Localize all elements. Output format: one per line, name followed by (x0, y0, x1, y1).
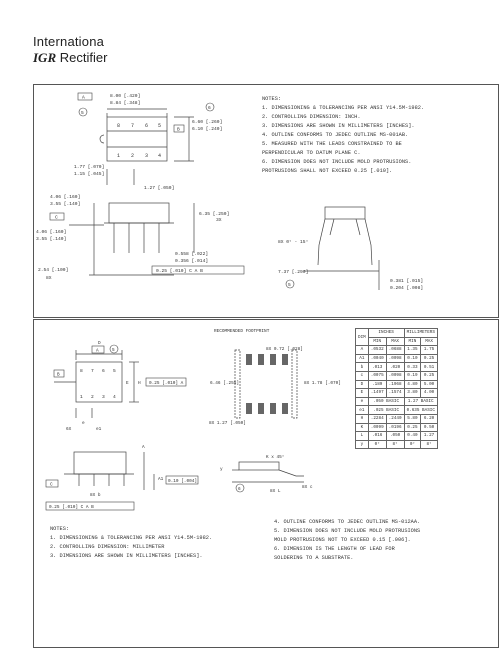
pin-label: 3 (102, 395, 105, 400)
so8-drawing-panel (33, 319, 499, 648)
dim-label: 2.54 [.100] (38, 268, 69, 273)
table-cell: e1 (356, 406, 369, 415)
dim-label: 1.15 [.045] (74, 172, 105, 177)
pin-label: 4 (158, 153, 162, 159)
dim-label: 3.55 [.140] (50, 202, 81, 207)
notes-title: NOTES: (50, 526, 70, 532)
table-row (356, 414, 438, 423)
datum-b: B (177, 127, 180, 133)
dim-label: 7.37 [.290] (278, 270, 309, 275)
table-cell: 8° (421, 440, 438, 449)
table-cell: 8° (386, 440, 404, 449)
table-cell: .1968 (386, 380, 404, 389)
table-cell: 0.25 (421, 354, 438, 363)
table-cell: .050 BASIC (368, 397, 404, 406)
table-cell: .0532 (368, 346, 386, 355)
table-row (356, 389, 438, 398)
dim-label: 6X (66, 427, 72, 432)
table-cell: .189 (368, 380, 386, 389)
note-flag-6: 6 (208, 106, 211, 111)
dim-label: 6.35 [.250] (199, 212, 230, 217)
dim-label: 8X 1.78 [.070] (304, 381, 341, 386)
footprint-pads (246, 354, 288, 414)
dim-label: 8.84 [.348] (110, 101, 141, 106)
dim-label: 8X 0.72 [.028] (266, 347, 303, 352)
dim-label: 3X (216, 218, 222, 223)
table-row (356, 397, 438, 406)
dim-label: e1 (96, 427, 102, 432)
dip-side-view-body (109, 203, 169, 223)
table-row (356, 423, 438, 432)
dim-label: y (220, 467, 223, 472)
table-header: INCHES (368, 329, 404, 338)
pin-label: 7 (131, 123, 135, 129)
table-header: MILLIMETERS (404, 329, 437, 338)
table-cell: 5.00 (421, 380, 438, 389)
table-cell: .016 (368, 432, 386, 441)
table-cell: 1.75 (421, 346, 438, 355)
table-row (356, 346, 438, 355)
table-cell: 0° (368, 440, 386, 449)
pin-label: 4 (113, 395, 116, 400)
table-cell: 1.35 (404, 346, 421, 355)
datum-c: C (50, 482, 53, 488)
table-cell: 4.80 (404, 380, 421, 389)
table-cell: .0196 (386, 423, 404, 432)
dip8-drawing-panel (33, 84, 499, 318)
dim-label: 1.27 [.050] (144, 186, 175, 191)
table-cell: 5.80 (404, 414, 421, 423)
dim-label: 8X b (90, 493, 101, 498)
datum-b: B (57, 372, 60, 378)
table-header: MIN (404, 337, 421, 346)
dim-label: A (142, 445, 145, 450)
dim-label: 8X 0° - 15° (278, 240, 309, 245)
dim-label: 6.46 [.255] (210, 381, 239, 386)
note-line: 1. DIMENSIONING & TOLERANCING PER ANSI Y14.5M-1982. (50, 535, 213, 541)
dim-label: 8X L (270, 489, 281, 494)
dim-label: 4.06 [.160] (50, 195, 81, 200)
note-line: 3. DIMENSIONS ARE SHOWN IN MILLIMETERS [INCHES]. (50, 553, 203, 559)
pin-label: 1 (80, 395, 83, 400)
notes-block-top (262, 95, 424, 176)
dim-label: 6.10 [.240] (192, 127, 223, 132)
table-cell: .0688 (386, 346, 404, 355)
table-cell: .0099 (368, 423, 386, 432)
table-cell: 0.50 (421, 423, 438, 432)
dim-label: K x 45° (266, 455, 285, 460)
table-cell: 0.10 (404, 354, 421, 363)
table-cell: 0.33 (404, 363, 421, 372)
brand-logo-line (33, 50, 107, 66)
note-flag-6: 6 (238, 487, 241, 492)
note-line: 6. DIMENSION IS THE LENGTH OF LEAD FOR (274, 546, 395, 552)
datum-a: A (96, 348, 99, 354)
dim-label: 0.204 [.008] (390, 286, 424, 291)
dip-end-view-body (325, 207, 365, 219)
dim-label: 8X c (302, 485, 313, 490)
dim-label: 0.381 [.015] (390, 279, 424, 284)
lead-detail-body (239, 462, 279, 470)
dim-label: 6.60 [.260] (192, 120, 223, 125)
table-cell: A (356, 346, 369, 355)
table-row (356, 406, 438, 415)
table-cell: .025 BASIC (368, 406, 404, 415)
notes-block-bottom-left (50, 525, 212, 561)
note-line: PROTRUSIONS SHALL NOT EXCEED 0.25 [.010]. (262, 168, 393, 174)
table-cell: D (356, 380, 369, 389)
table-cell: 0.25 (404, 423, 421, 432)
note-line: 2. CONTROLLING DIMENSION: MILLIMETER (50, 544, 165, 550)
dim-label: A1 (158, 477, 164, 482)
note-line: 5. DIMENSION DOES NOT INCLUDE MOLD PROTRUSIONS (274, 528, 421, 534)
table-row (356, 432, 438, 441)
pin-label: 1 (117, 153, 121, 159)
table-cell: E (356, 389, 369, 398)
table-header: MAX (386, 337, 404, 346)
note-line: 4. OUTLINE CONFORMS TO JEDEC OUTLINE MS-012AA. (274, 519, 421, 525)
dim-label: 0.356 [.014] (175, 259, 209, 264)
table-row (356, 371, 438, 380)
table-cell: 6.20 (421, 414, 438, 423)
dimension-table (355, 328, 438, 449)
table-cell: .013 (368, 363, 386, 372)
dim-label: D (98, 341, 101, 346)
table-header: MAX (421, 337, 438, 346)
table-cell: .2440 (386, 414, 404, 423)
dip-notch (100, 135, 104, 143)
dim-label: 3.55 [.140] (36, 237, 67, 242)
dim-label: H (138, 381, 141, 386)
pin-label: 3 (145, 153, 149, 159)
pin-label: 5 (113, 369, 116, 374)
dim-label: 0.558 [.022] (175, 252, 209, 257)
table-cell: e (356, 397, 369, 406)
dip-pin-labels (117, 123, 161, 159)
brand-rectifier: Rectifier (59, 50, 108, 65)
table-cell: 0.19 (404, 371, 421, 380)
pin-label: 8 (117, 123, 121, 129)
notes-title: NOTES: (262, 96, 282, 102)
table-cell: 1.27 BASIC (404, 397, 437, 406)
table-row (356, 363, 438, 372)
table-cell: .0098 (386, 354, 404, 363)
dim-label: e (82, 421, 85, 426)
note-line: 6. DIMENSION DOES NOT INCLUDE MOLD PROTRUSIONS. (262, 159, 412, 165)
table-cell: .0098 (386, 371, 404, 380)
table-cell: L (356, 432, 369, 441)
brand-logo: IGR (33, 50, 57, 65)
table-row (356, 380, 438, 389)
tolerance-frame: 0.25 [.010] A (149, 381, 184, 386)
dim-label: E (126, 381, 129, 386)
table-cell: 0° (404, 440, 421, 449)
pin-label: 5 (158, 123, 162, 129)
tolerance-frame: 0.25 [.010] C A B (49, 505, 94, 510)
pin-label: 6 (145, 123, 149, 129)
table-cell: .0040 (368, 354, 386, 363)
table-cell: c (356, 371, 369, 380)
table-cell: 0.635 BASIC (404, 406, 437, 415)
table-cell: H (356, 414, 369, 423)
table-cell: 0.40 (404, 432, 421, 441)
note-line: PERPENDICULAR TO DATUM PLANE C. (262, 150, 361, 156)
note-line: MOLD PROTRUSIONS NOT TO EXCEED 0.15 [.006]. (274, 537, 411, 543)
table-cell: .2284 (368, 414, 386, 423)
table-cell: 0.25 (421, 371, 438, 380)
dim-label: 8X 1.27 [.050] (209, 421, 246, 426)
note-line: 1. DIMENSIONING & TOLERANCING PER ANSI Y14.5M-1982. (262, 105, 425, 111)
table-cell: 0.51 (421, 363, 438, 372)
table-cell: .1497 (368, 389, 386, 398)
dim-label: 8X (46, 276, 52, 281)
datum-c: C (55, 215, 58, 221)
note-line: 2. CONTROLLING DIMENSION: INCH. (262, 114, 361, 120)
so8-side-view-body (74, 452, 126, 474)
note-flag-5: 5 (112, 348, 115, 353)
table-cell: y (356, 440, 369, 449)
table-header: DIM (356, 329, 369, 346)
note-line: 5. MEASURED WITH THE LEADS CONSTRAINED TO BE (262, 141, 402, 147)
table-cell: .0075 (368, 371, 386, 380)
pin-label: 8 (80, 369, 83, 374)
tolerance-frame: 0.10 [.004] (168, 479, 197, 484)
table-cell: 4.00 (421, 389, 438, 398)
table-cell: K (356, 423, 369, 432)
note-line: 4. OUTLINE CONFORMS TO JEDEC OUTLINE MS-001AB. (262, 132, 409, 138)
table-cell: 1.27 (421, 432, 438, 441)
pin-label: 7 (91, 369, 94, 374)
table-row (356, 354, 438, 363)
table-header: MIN (368, 337, 386, 346)
table-row (356, 440, 438, 449)
pin-label: 2 (131, 153, 135, 159)
datum-a: A (82, 95, 85, 101)
so8-pin-labels (80, 368, 116, 400)
table-cell: b (356, 363, 369, 372)
note-line: 3. DIMENSIONS ARE SHOWN IN MILLIMETERS [INCHES]. (262, 123, 415, 129)
tolerance-frame: 0.25 [.010] C A B (156, 269, 203, 274)
note-flag-5: 5 (81, 111, 84, 116)
note-line: SOLDERING TO A SUBSTRATE. (274, 555, 354, 561)
dim-label: 4.06 [.160] (36, 230, 67, 235)
brand-name: Internationa (33, 34, 105, 49)
footprint-title: RECOMMENDED FOOTPRINT (214, 329, 270, 334)
dim-label: 8.00 [.420] (110, 94, 141, 99)
pin-label: 6 (102, 369, 105, 374)
dim-label: 1.77 [.070] (74, 165, 105, 170)
table-cell: 3.80 (404, 389, 421, 398)
table-cell: A1 (356, 354, 369, 363)
table-cell: .020 (386, 363, 404, 372)
table-cell: .050 (386, 432, 404, 441)
notes-block-bottom-right (274, 518, 420, 563)
table-cell: .1574 (386, 389, 404, 398)
dimension-table-body (356, 346, 438, 449)
note-flag-5: 5 (288, 283, 291, 288)
pin-label: 2 (91, 395, 94, 400)
